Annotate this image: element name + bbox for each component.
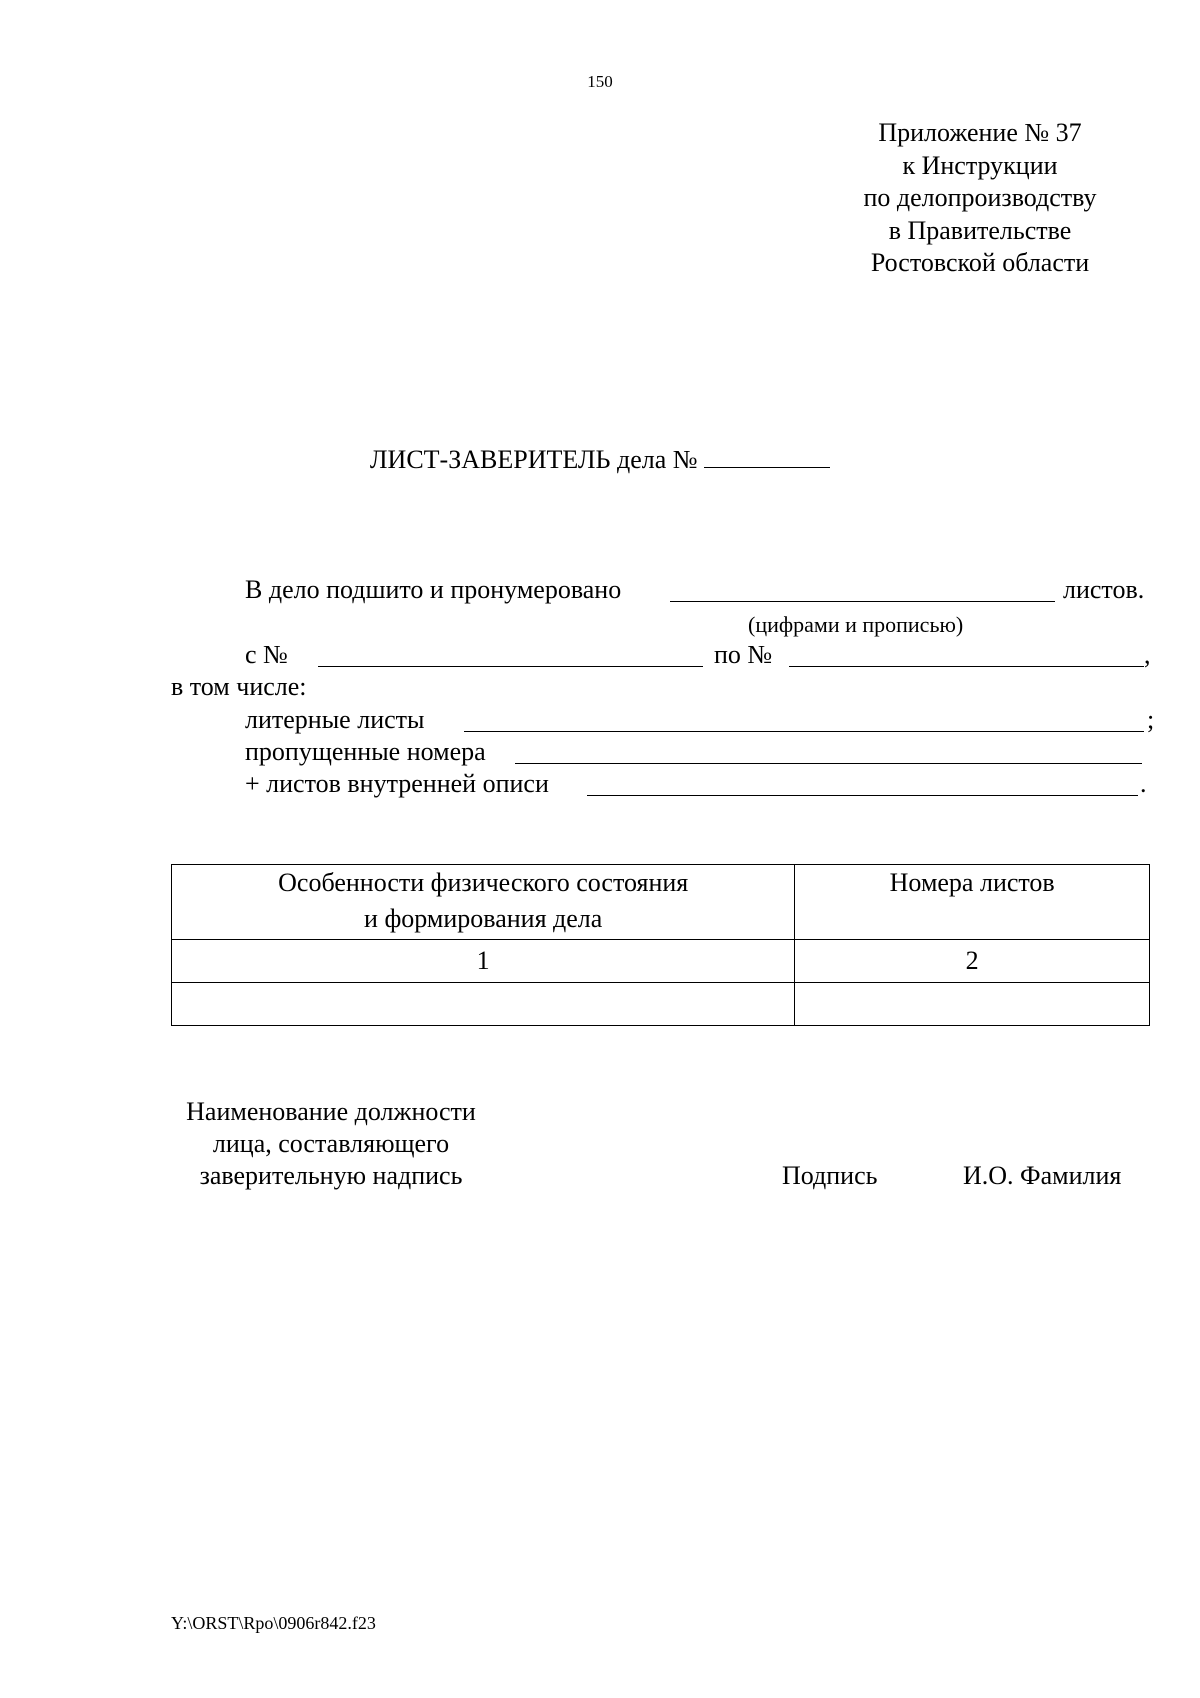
column-numbers-row <box>172 940 1150 983</box>
file-path: Y:\ORST\Rpo\0906r842.f23 <box>171 1613 376 1633</box>
document-title <box>0 443 1200 475</box>
column-number-1: 1 <box>172 940 795 983</box>
features-header-line: Особенности физического состояния <box>278 868 689 897</box>
position-line: Наименование должности <box>186 1097 476 1126</box>
page-number: 150 <box>587 72 613 91</box>
title-text: ЛИСТ-ЗАВЕРИТЕЛЬ дела № <box>369 445 698 474</box>
position-line: заверительную надпись <box>199 1161 463 1190</box>
signature-label: Подпись <box>782 1161 878 1190</box>
to-number-suffix: , <box>1144 640 1151 669</box>
to-number-label: по № <box>714 640 773 669</box>
position-title <box>171 1096 491 1192</box>
sheets-count-blank <box>670 601 1055 602</box>
features-header-line: и формирования дела <box>364 904 603 933</box>
including-label: в том числе: <box>171 672 307 701</box>
position-line: лица, составляющего <box>212 1129 450 1158</box>
inventory-suffix: . <box>1140 769 1147 798</box>
sheets-suffix: листов. <box>1063 575 1145 604</box>
digits-words-hint: (цифрами и прописью) <box>748 612 964 637</box>
appendix-line: Ростовской области <box>870 248 1090 277</box>
full-name-label: И.О. Фамилия <box>963 1161 1122 1190</box>
case-features-table <box>171 864 1150 1026</box>
features-cell <box>172 983 795 1026</box>
from-number-blank <box>318 666 703 667</box>
letter-sheets-label: литерные листы <box>245 705 425 734</box>
appendix-line: по делопроизводству <box>863 183 1097 212</box>
appendix-line: к Инструкции <box>902 150 1058 180</box>
missing-numbers-blank <box>515 763 1142 764</box>
from-number-label: с № <box>245 640 288 669</box>
sheets-count-label: В дело подшито и пронумеровано <box>245 575 622 604</box>
inventory-sheets-blank <box>587 795 1138 796</box>
appendix-line: в Правительстве <box>888 215 1072 245</box>
table-row <box>172 983 1150 1026</box>
features-column-header <box>172 865 795 940</box>
case-number-blank <box>704 443 830 468</box>
appendix-line: Приложение № 37 <box>878 118 1082 147</box>
letter-sheets-blank <box>464 731 1144 732</box>
sheet-numbers-column-header: Номера листов <box>795 865 1150 940</box>
missing-numbers-label: пропущенные номера <box>245 737 486 766</box>
sheet-numbers-cell <box>795 983 1150 1026</box>
column-number-2: 2 <box>795 940 1150 983</box>
to-number-blank <box>789 666 1144 667</box>
inventory-sheets-label: + листов внутренней описи <box>245 769 549 798</box>
letter-sheets-suffix: ; <box>1147 705 1155 734</box>
table-header-row <box>172 865 1150 940</box>
appendix-reference <box>840 117 1120 280</box>
